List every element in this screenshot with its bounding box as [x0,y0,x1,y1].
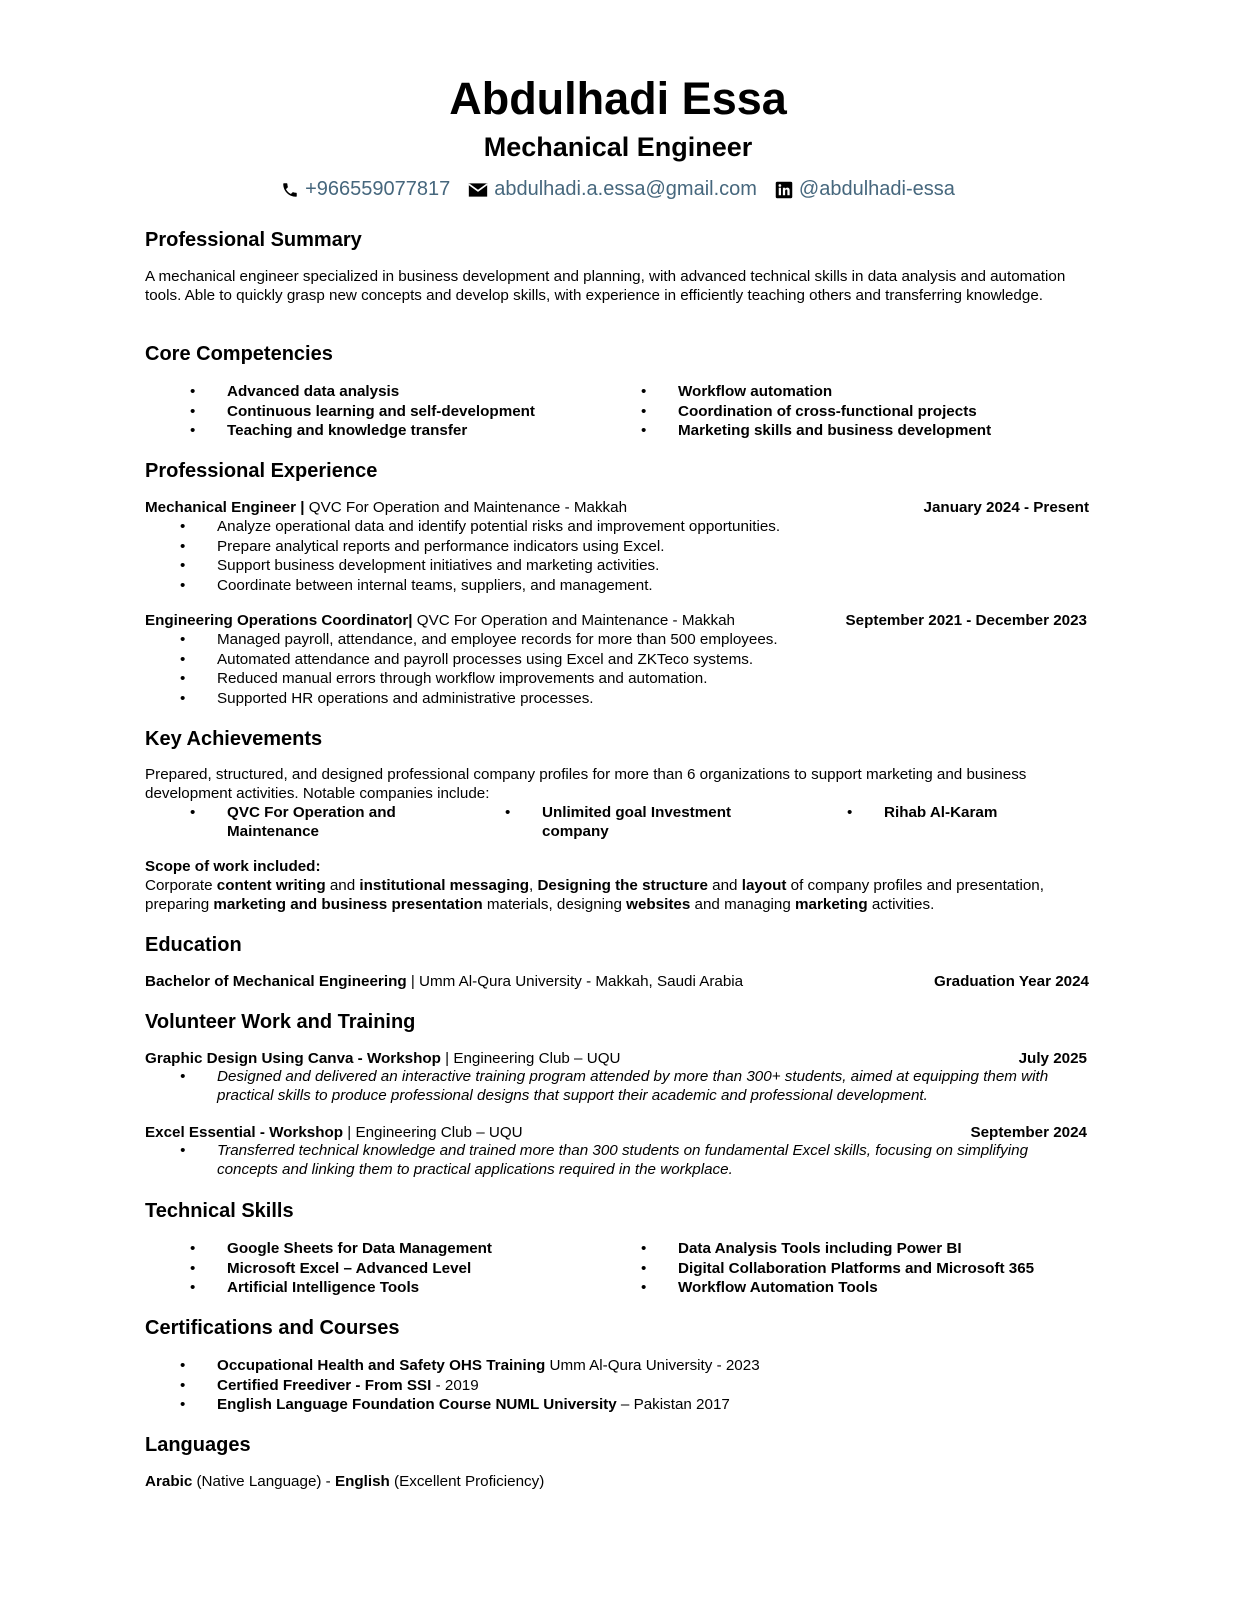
education-row [145,972,1089,991]
job-org: QVC For Operation and Maintenance - Makkah [412,612,735,629]
volunteer-header [145,1123,1089,1142]
skill-item: • Workflow Automation Tools [678,1278,1034,1298]
summary-heading: Professional Summary [145,229,362,251]
job-org: QVC For Operation and Maintenance - Makkah [304,499,628,516]
cert-detail: - 2019 [431,1376,479,1394]
job-bullet: • Automated attendance and payroll processes using Excel and ZKTeco systems. [217,650,778,670]
competency-item: • Workflow automation [678,382,991,402]
volunteer-desc: • Transferred technical knowledge and trained more than 300 students on fundamental Excel skills, focusing on simplifying concepts and linking them to practical applications required in the workplace. [217,1142,1089,1179]
competency-item: • Continuous learning and self-development [227,402,535,422]
competency-item: • Marketing skills and business development [678,421,991,441]
job-date: September 2021 - December 2023 [845,612,1087,629]
volunteer-date: September 2024 [970,1124,1087,1141]
scope-part: marketing [795,895,868,913]
achievements-text: Prepared, structured, and designed professional company profiles for more than 6 organizations to support marketing and business development activities. Notable companies include: [145,766,1027,802]
scope-part: layout [741,877,787,894]
degree: Bachelor of Mechanical Engineering [145,973,407,990]
volunteer-org: | Engineering Club – UQU [440,1050,621,1067]
competency-item: • Advanced data analysis [227,382,535,402]
scope-part: and managing [690,895,796,913]
cert-name: Certified Freediver - From SSI [217,1376,432,1394]
scope-part: content writing [216,877,326,894]
job-bullet: • Managed payroll, attendance, and employee records for more than 500 employees. [217,630,778,650]
email-text: abdulhadi.a.essa@gmail.com [494,178,757,200]
job-bullet: • Prepare analytical reports and performance indicators using Excel. [217,537,780,557]
volunteer-heading: Volunteer Work and Training [145,1011,416,1033]
candidate-title: Mechanical Engineer [483,132,753,162]
company-item: • Unlimited goal Investment company [542,804,762,841]
technical-heading: Technical Skills [145,1200,294,1222]
languages-heading: Languages [145,1434,251,1456]
job-role: Mechanical Engineer | [145,499,305,516]
job-bullet: • Support business development initiatives and marketing activities. [217,556,780,576]
skill-item: • Data Analysis Tools including Power BI [678,1239,1034,1259]
graduation-date: Graduation Year 2024 [933,973,1089,990]
job-header [145,498,1089,517]
cert-detail: Umm Al-Qura University - 2023 [545,1357,760,1374]
cert-detail: – Pakistan 2017 [616,1396,730,1414]
language-level: (Excellent Proficiency) [389,1473,545,1490]
job-header [145,611,1089,630]
job-bullet: • Analyze operational data and identify potential risks and improvement opportunities. [217,517,780,537]
languages-row [145,1472,1089,1491]
scope-part: Corporate [145,877,217,894]
linkedin-text: @abdulhadi-essa [798,178,955,200]
scope-label: Scope of work included: [145,858,321,875]
mail-icon [468,182,488,198]
cert-item [217,1376,760,1396]
phone-text: +966559077817 [305,178,451,200]
scope-part: materials, designing [482,895,627,913]
phone-icon [281,181,299,199]
language-name: Arabic [145,1473,193,1490]
certifications-heading: Certifications and Courses [145,1317,400,1339]
language-level: (Native Language) - [192,1473,335,1490]
skill-item: • Digital Collaboration Platforms and Microsoft 365 [678,1259,1034,1279]
scope-part: and [707,877,742,894]
language-name: English [334,1473,390,1490]
job-bullet: • Reduced manual errors through workflow improvements and automation. [217,669,778,689]
achievements-heading: Key Achievements [145,728,323,750]
scope-text [145,877,1089,914]
volunteer-date: July 2025 [1018,1050,1087,1067]
scope-part: of company profiles and presentation, preparing [145,877,1044,913]
experience-heading: Professional Experience [145,460,378,482]
skill-item: • Microsoft Excel – Advanced Level [227,1259,492,1279]
school: | Umm Al-Qura University - Makkah, Saudi Arabia [406,973,744,990]
company-item: • Rihab Al-Karam [884,804,1084,823]
contact-linkedin[interactable] [775,178,955,201]
linkedin-icon [775,181,793,199]
scope-part: marketing and business presentation [213,895,483,913]
cert-name: Occupational Health and Safety OHS Training [217,1357,546,1374]
competencies-heading: Core Competencies [145,343,333,365]
scope-part: activities. [867,895,935,913]
scope-part: , [529,877,538,894]
cert-item [217,1356,760,1376]
summary-text: A mechanical engineer specialized in business development and planning, with advanced technical skills in data analysis and automation tools. Able to quickly grasp new concepts and develop skills, with experience in efficiently teaching others and transferring knowledge. [145,268,1066,304]
contact-bar [0,178,1236,201]
skill-item: • Artificial Intelligence Tools [227,1278,492,1298]
competency-item: • Coordination of cross-functional projects [678,402,991,422]
volunteer-org: | Engineering Club – UQU [343,1124,523,1141]
job-bullet: • Coordinate between internal teams, suppliers, and management. [217,576,780,596]
job-date: January 2024 - Present [923,499,1089,516]
education-heading: Education [145,934,242,956]
cert-name: English Language Foundation Course NUML University [217,1396,617,1414]
volunteer-header [145,1049,1089,1068]
scope-part: and [325,877,360,894]
scope-part: websites [626,895,691,913]
cert-item [217,1395,760,1415]
company-item: • QVC For Operation and Maintenance [227,804,447,841]
volunteer-title: Graphic Design Using Canva - Workshop [145,1050,441,1067]
contact-email[interactable] [468,178,757,201]
skill-item: • Google Sheets for Data Management [227,1239,492,1259]
competency-item: • Teaching and knowledge transfer [227,421,535,441]
job-role: Engineering Operations Coordinator| [145,612,413,629]
contact-phone[interactable] [281,178,450,201]
candidate-name: Abdulhadi Essa [449,73,787,124]
volunteer-title: Excel Essential - Workshop [145,1124,344,1141]
volunteer-desc: • Designed and delivered an interactive training program attended by more than 300+ students, aimed at equipping them with practical skills to produce professional designs that support their academic and professional development. [217,1068,1089,1105]
scope-part: institutional messaging [359,877,530,894]
job-bullet: • Supported HR operations and administrative processes. [217,689,778,709]
scope-part: Designing the structure [537,877,708,894]
